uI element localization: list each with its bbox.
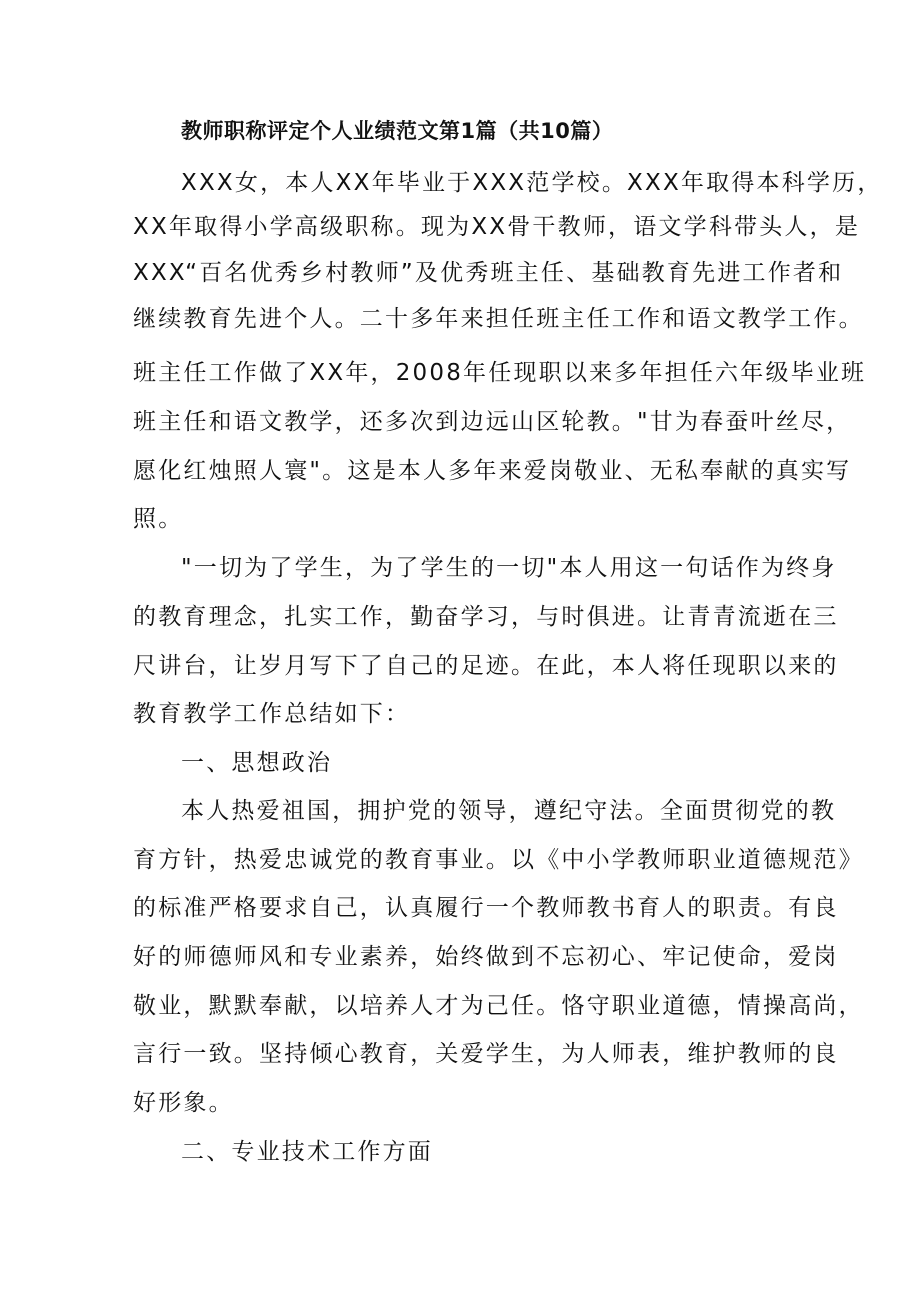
text-line: 敬业，默默奉献，以培养人才为己任。恪守职业道德，情操高尚， <box>133 993 864 1019</box>
text-line: 尺讲台，让岁月写下了自己的足迹。在此，本人将任现职以来的 <box>133 653 839 679</box>
text-line: 的教育理念，扎实工作，勤奋学习，与时俱进。让青青流逝在三 <box>133 604 839 630</box>
text-line: 班主任工作做了XX年，2008年任现职以来多年担任六年级毕业班 <box>133 360 867 386</box>
text-line: 本人热爱祖国，拥护党的领导，遵纪守法。全面贯彻党的教 <box>181 798 837 824</box>
text-line: 愿化红烛照人寰"。这是本人多年来爱岗敬业、无私奉献的真实写 <box>133 458 852 484</box>
document-title: 教师职称评定个人业绩范文第1篇（共10篇） <box>181 119 614 143</box>
text-line: 好形象。 <box>133 1090 234 1116</box>
text-line: 好的师德师风和专业素养，始终做到不忘初心、牢记使命，爱岗 <box>133 944 839 970</box>
text-line: XX年取得小学高级职称。现为XX骨干教师，语文学科带头人，是 <box>133 214 861 240</box>
section-heading: 二、专业技术工作方面 <box>181 1139 433 1165</box>
text-line: 言行一致。坚持倾心教育，关爱学生，为人师表，维护教师的良 <box>133 1041 839 1067</box>
text-line: 继续教育先进个人。二十多年来担任班主任工作和语文教学工作。 <box>133 306 864 332</box>
text-line: XXX女，本人XX年毕业于XXX范学校。XXX年取得本科学历， <box>181 170 883 196</box>
text-line: XXX“百名优秀乡村教师”及优秀班主任、基础教育先进工作者和 <box>133 260 844 286</box>
text-line: 的标准严格要求自己，认真履行一个教师教书育人的职责。有良 <box>133 895 839 921</box>
text-line: 照。 <box>133 506 184 532</box>
text-line: 育方针，热爱忠诚党的教育事业。以《中小学教师职业道德规范》 <box>133 847 864 873</box>
section-heading: 一、思想政治 <box>181 750 333 776</box>
text-line: 班主任和语文教学，还多次到边远山区轮教。"甘为春蚕叶丝尽， <box>133 409 852 435</box>
text-line: "一切为了学生，为了学生的一切"本人用这一句话作为终身 <box>181 555 837 581</box>
text-line: 教育教学工作总结如下： <box>133 701 411 727</box>
